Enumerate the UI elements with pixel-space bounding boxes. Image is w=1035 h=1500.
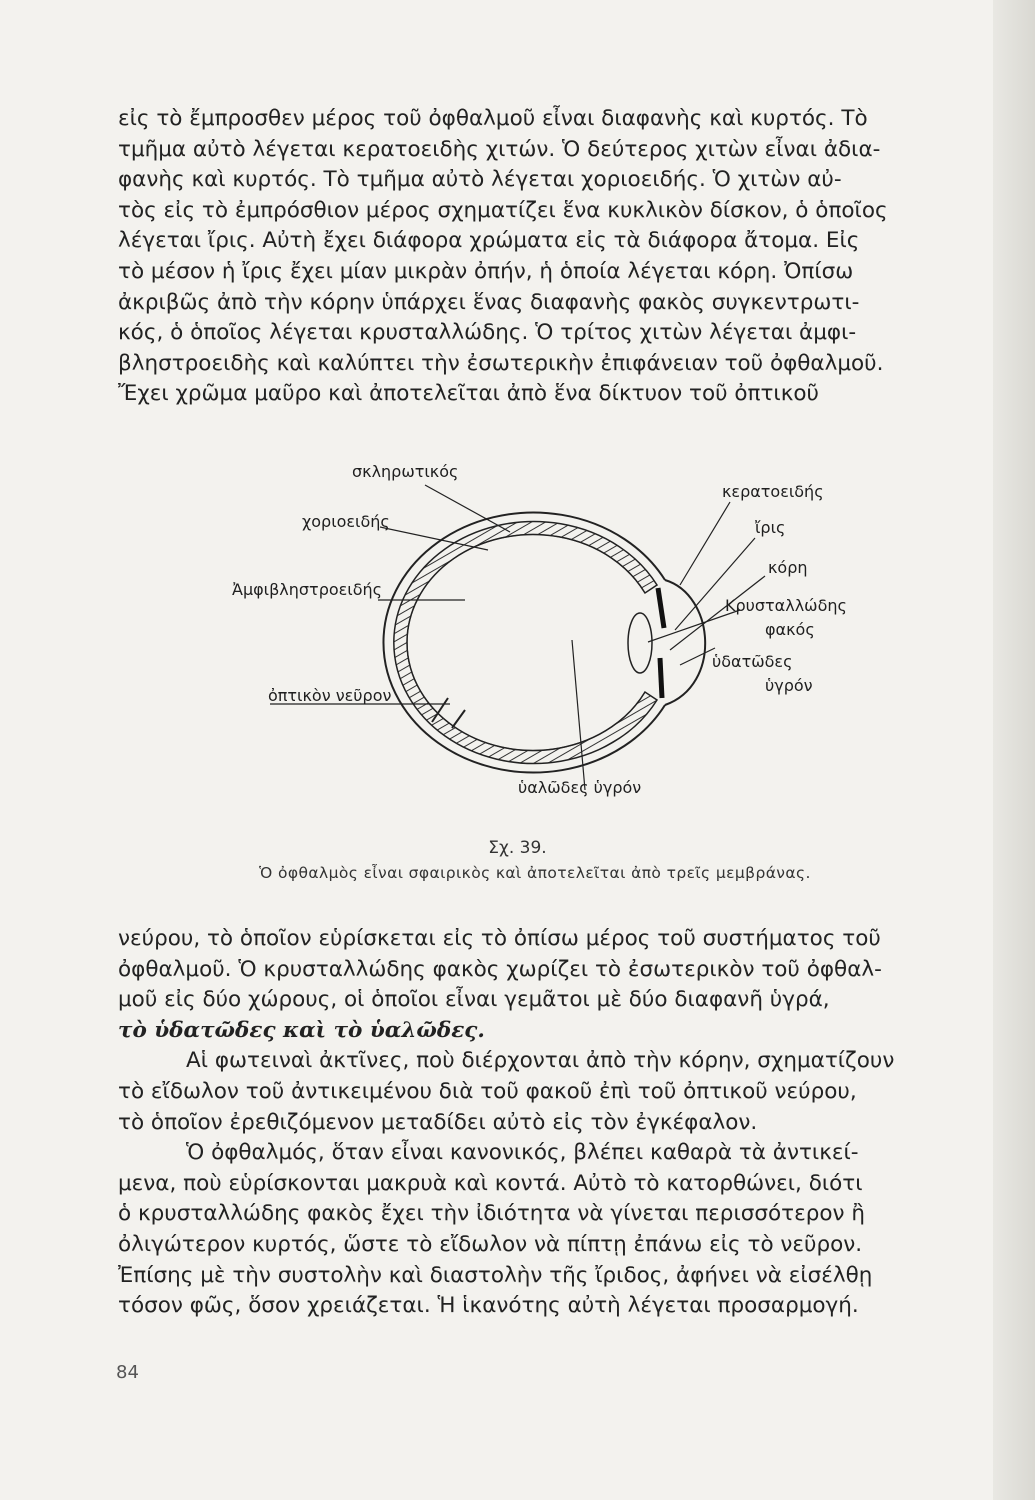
label-cornea: κερατοειδής <box>722 482 824 501</box>
eye-diagram <box>232 460 860 820</box>
label-optic-nerve: ὀπτικὸν νεῦρον <box>268 686 392 705</box>
text-line: βληστροειδὴς καὶ καλύπτει τὴν ἐσωτερικὴν ἐπιφάνειαν τοῦ ὀφθαλμοῦ. <box>118 350 884 376</box>
label-aqueous-line2: ὑγρόν <box>765 676 813 695</box>
text-line: τὸς εἰς τὸ ἐμπρόσθιον μέρος σχηματίζει ἕνα κυκλικὸν δίσκον, ὁ ὁποῖος <box>118 197 888 223</box>
paragraph-top <box>118 104 963 410</box>
text-line-emphasis: τὸ ὑδατῶδες καὶ τὸ ὑαλῶδες. <box>118 1017 485 1043</box>
text-line: ὀλιγώτερον κυρτός, ὥστε τὸ εἴδωλον νὰ πίπτῃ ἐπάνω εἰς τὸ νεῦρον. <box>118 1231 863 1257</box>
text-line: ἀκριβῶς ἀπὸ τὴν κόρην ὑπάρχει ἕνας διαφανὴς φακὸς συγκεντρωτι- <box>118 289 860 315</box>
text-line: μοῦ εἰς δύο χώρους, οἱ ὁποῖοι εἶναι γεμᾶτοι μὲ δύο διαφανῆ ὑγρά, <box>118 987 830 1013</box>
choroid-band <box>394 522 657 764</box>
text-line: κός, ὁ ὁποῖος λέγεται κρυσταλλώδης. Ὁ τρίτος χιτὼν λέγεται ἀμφι- <box>118 320 857 346</box>
text-line: φανὴς καὶ κυρτός. Τὸ τμῆμα αὐτὸ λέγεται χοριοειδής. Ὁ χιτὼν αὐ- <box>118 167 842 193</box>
figure-caption: Ὁ ὀφθαλμὸς εἶναι σφαιρικὸς καὶ ἀποτελεῖται ἀπὸ τρεῖς μεμβράνας. <box>259 864 811 882</box>
iris-lower <box>660 658 662 698</box>
paragraph-bottom <box>118 924 963 1322</box>
label-retina: Ἀμφιβληστροειδής <box>232 580 383 599</box>
text-line: τὸ μέσον ἡ ἴρις ἔχει μίαν μικρὰν ὀπήν, ἡ ὁποία λέγεται κόρη. Ὀπίσω <box>118 258 854 284</box>
label-iris: ἴρις <box>755 518 786 537</box>
text-line: τόσον φῶς, ὅσον χρειάζεται. Ἡ ἱκανότης αὐτὴ λέγεται προσαρμογή. <box>118 1293 859 1319</box>
text-line: Ἐπίσης μὲ τὴν συστολὴν καὶ διαστολὴν τῆς ἴριδος, ἀφήνει νὰ εἰσέλθῃ <box>118 1262 873 1288</box>
lens-shape <box>628 613 652 673</box>
label-pupil: κόρη <box>768 558 808 577</box>
text-line: Αἱ φωτειναὶ ἀκτῖνες, ποὺ διέρχονται ἀπὸ τὴν κόρην, σχηματίζουν <box>186 1048 895 1074</box>
figure-number: Σχ. 39. <box>488 838 547 858</box>
retina-line <box>407 535 645 751</box>
text-line: Ὁ ὀφθαλμός, ὅταν εἶναι κανονικός, βλέπει καθαρὰ τὰ ἀντικεί- <box>186 1140 859 1166</box>
text-line: ὀφθαλμοῦ. Ὁ κρυσταλλώδης φακὸς χωρίζει τὸ ἐσωτερικὸν τοῦ ὀφθαλ- <box>118 956 882 982</box>
text-line: μενα, ποὺ εὑρίσκονται μακρυὰ καὶ κοντά. Αὐτὸ τὸ κατορθώνει, διότι <box>118 1170 863 1196</box>
label-lens-line2: φακός <box>765 620 815 639</box>
text-line: τμῆμα αὐτὸ λέγεται κερατοειδὴς χιτών. Ὁ δεύτερος χιτὼν εἶναι ἀδια- <box>118 136 881 162</box>
text-line: Ἔχει χρῶμα μαῦρο καὶ ἀποτελεῖται ἀπὸ ἕνα δίκτυον τοῦ ὀπτικοῦ <box>118 381 819 407</box>
label-choroid: χοριοειδής <box>302 512 390 531</box>
text-line: τὸ ὁποῖον ἐρεθιζόμενον μεταδίδει αὐτὸ εἰς τὸν ἐγκέφαλον. <box>118 1109 758 1135</box>
label-lens-line1: Κρυσταλλώδης <box>725 596 847 615</box>
iris-upper <box>658 588 664 628</box>
label-aqueous-line1: ὑδατῶδες <box>712 652 793 671</box>
page-number: 84 <box>116 1362 139 1383</box>
page-edge-shadow <box>993 0 1035 1500</box>
text-line: εἰς τὸ ἔμπροσθεν μέρος τοῦ ὀφθαλμοῦ εἶναι διαφανὴς καὶ κυρτός. Τὸ <box>118 106 868 131</box>
text-line: τὸ εἴδωλον τοῦ ἀντικειμένου διὰ τοῦ φακοῦ ἐπὶ τοῦ ὀπτικοῦ νεύρου, <box>118 1078 857 1104</box>
text-line: νεύρου, τὸ ὁποῖον εὑρίσκεται εἰς τὸ ὀπίσω μέρος τοῦ συστήματος τοῦ <box>118 926 881 951</box>
label-vitreous: ὑαλῶδες ὑγρόν <box>518 778 642 797</box>
label-sclera: σκληρωτικός <box>352 462 459 481</box>
text-line: ὁ κρυσταλλώδης φακὸς ἔχει τὴν ἰδιότητα νὰ γίνεται περισσότερον ἢ <box>118 1201 865 1227</box>
cornea-outline <box>665 580 705 705</box>
text-line: λέγεται ἴρις. Αὐτὴ ἔχει διάφορα χρώματα εἰς τὰ διάφορα ἄτομα. Εἰς <box>118 228 860 254</box>
